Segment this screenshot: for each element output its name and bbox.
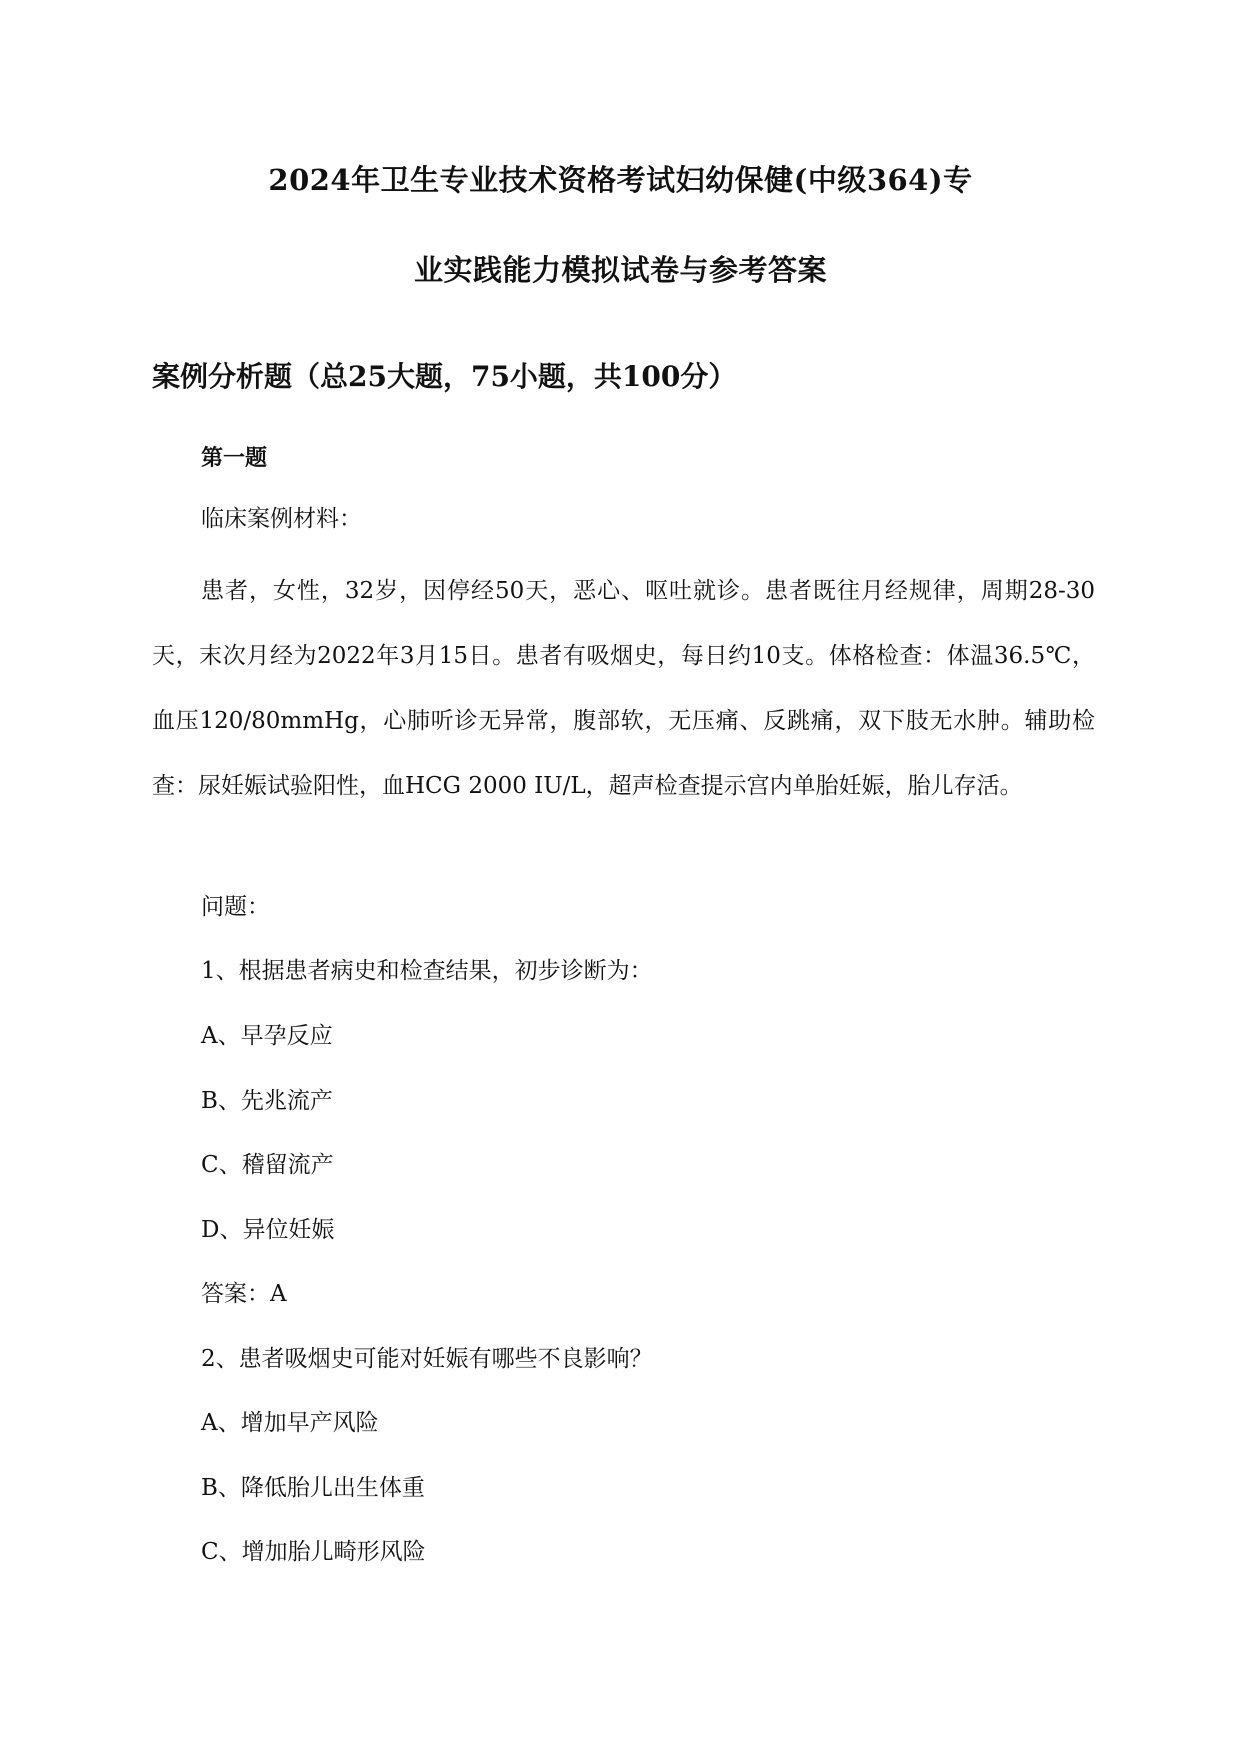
question-1-option-d: D、异位妊娠 [201, 1217, 335, 1243]
question-1-option-a: A、早孕反应 [201, 1023, 333, 1049]
question-2-option-c: C、增加胎儿畸形风险 [201, 1539, 426, 1565]
question-2-option-b: B、降低胎儿出生体重 [201, 1475, 425, 1501]
questions-label: 问题： [201, 894, 270, 920]
section-heading: 案例分析题（总25大题，75小题，共100分） [152, 360, 737, 393]
case-text: 患者，女性，32岁，因停经50天，恶心、呕吐就诊。患者既往月经规律，周期28-30天，末次月经为2022年3月15日。患者有吸烟史，每日约10支。体格检查：体温36.5℃，血压120/80mmHg，心肺听诊无异常，腹部软，无压痛、反跳痛，双下肢无水肿。辅助检查：尿妊娠试验阳性，血HCG 2000 IU/L，超声检查提示宫内单胎妊娠，胎儿存活。 [152, 578, 1095, 799]
question-1-option-c: C、稽留流产 [201, 1152, 334, 1178]
question-title: 第一题 [201, 445, 268, 471]
case-label: 临床案例材料： [201, 506, 362, 532]
question-2-option-a: A、增加早产风险 [201, 1410, 379, 1436]
document-title-line-2: 业实践能力模拟试卷与参考答案 [413, 253, 827, 287]
question-1-option-b: B、先兆流产 [201, 1088, 333, 1114]
question-1-answer: 答案：A [201, 1281, 287, 1307]
question-2-stem: 2、患者吸烟史可能对妊娠有哪些不良影响？ [201, 1346, 653, 1372]
document-title-line-1: 2024年卫生专业技术资格考试妇幼保健(中级364)专 [268, 163, 973, 197]
question-1-stem: 1、根据患者病史和检查结果，初步诊断为： [201, 958, 653, 984]
